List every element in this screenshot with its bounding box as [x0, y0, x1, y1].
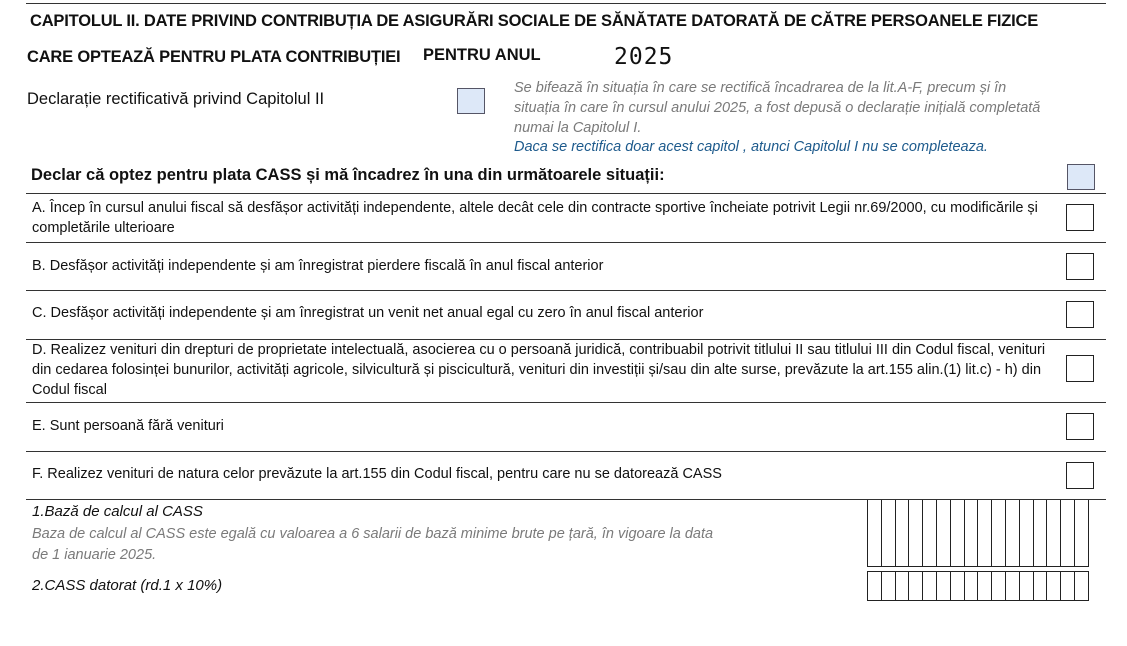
- option-a-text: A. Încep în cursul anului fiscal să desfășor activități independente, altele decât cele din contracte sportive încheiate potrivit Legii nr.69/2000, cu modificările și completările ulterioare: [32, 200, 1038, 236]
- divider: [26, 451, 1106, 452]
- rectificativa-checkbox[interactable]: [457, 88, 485, 114]
- option-d-text: D. Realizez venituri din drepturi de proprietate intelectuală, asocierea cu o persoană juridică, contribuabil potrivit titlului II sau titlului III din Codul fiscal, venituri din cedarea folosinței bunurilor, activități agricole, silvicultură și piscicultură, venituri din investiții și/sau din alte surse, prevăzute la art.155 alin.(1) lit.c) - h) din Codul fiscal: [32, 342, 1046, 398]
- option-c-text: C. Desfășor activități independente și am înregistrat un venit net anual egal cu zero în anul fiscal anterior: [32, 305, 704, 321]
- rectificativa-note-blue: Daca se rectifica doar acest capitol , atunci Capitolul I nu se completeaza.: [514, 139, 988, 155]
- chapter-title: CAPITOLUL II. DATE PRIVIND CONTRIBUȚIA DE ASIGURĂRI SOCIALE DE SĂNĂTATE DATORATĂ DE CĂTRE PERSOANELE FIZICE: [30, 12, 1039, 30]
- divider: [26, 242, 1106, 243]
- option-f-text: F. Realizez venituri de natura celor prevăzute la art.155 din Codul fiscal, pentru care nu se datorează CASS: [32, 466, 722, 482]
- cass-due-title: 2.CASS datorat (rd.1 x 10%): [32, 577, 223, 594]
- option-f-checkbox[interactable]: [1066, 462, 1094, 489]
- declar-title: Declar că optez pentru plata CASS și mă încadrez în una din următoarele situații:: [31, 166, 665, 184]
- calc-base-description: Baza de calcul al CASS este egală cu valoarea a 6 salarii de bază minime brute pe țară, în vigoare la data de 1 ianuarie 2025.: [32, 526, 714, 563]
- divider: [26, 402, 1106, 403]
- chapter-subtitle: CARE OPTEAZĂ PENTRU PLATA CONTRIBUȚIEI: [27, 48, 401, 66]
- divider: [26, 193, 1106, 194]
- option-a-checkbox[interactable]: [1066, 204, 1094, 231]
- option-d-checkbox[interactable]: [1066, 355, 1094, 382]
- calc-base-title: 1.Bază de calcul al CASS: [32, 503, 203, 520]
- declar-checkbox[interactable]: [1067, 164, 1095, 190]
- calc-base-input[interactable]: [867, 500, 1089, 567]
- cass-due-input[interactable]: [867, 571, 1089, 601]
- top-divider: [26, 3, 1106, 4]
- rectificativa-label: Declarație rectificativă privind Capitolul II: [27, 90, 325, 108]
- option-b-text: B. Desfășor activități independente și am înregistrat pierdere fiscală în anul fiscal anterior: [32, 258, 604, 274]
- option-e-text: E. Sunt persoană fără venituri: [32, 418, 224, 434]
- divider: [26, 290, 1106, 291]
- option-e-checkbox[interactable]: [1066, 413, 1094, 440]
- year-label: PENTRU ANUL: [423, 46, 541, 64]
- year-value: 2025: [614, 44, 674, 70]
- rectificativa-note: Se bifează în situația în care se rectifică încadrarea de la lit.A-F, precum și în situația în care în cursul anului 2025, a fost depusă o declarație inițială completată numai la Capitolul I.: [514, 80, 1041, 136]
- option-c-checkbox[interactable]: [1066, 301, 1094, 328]
- option-b-checkbox[interactable]: [1066, 253, 1094, 280]
